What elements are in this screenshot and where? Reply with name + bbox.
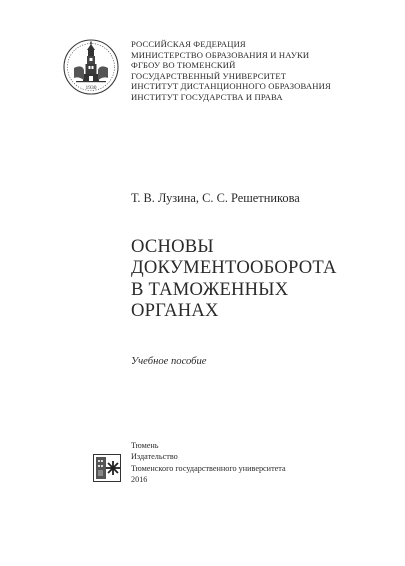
- authors: Т. В. Лузина, С. С. Решетникова: [131, 191, 300, 205]
- org-line-ministry: МИНИСТЕРСТВО ОБРАЗОВАНИЯ И НАУКИ: [131, 49, 310, 60]
- org-line-country: РОССИЙСКАЯ ФЕДЕРАЦИЯ: [131, 39, 246, 49]
- imprint-publisher-name: Тюменского государственного университета: [131, 463, 286, 473]
- title-line: ДОКУМЕНТООБОРОТА: [131, 257, 337, 279]
- university-tower-seal-icon: [62, 38, 120, 96]
- title-line: ОРГАНАХ: [131, 300, 219, 322]
- imprint-city: Тюмень: [131, 441, 159, 450]
- book-subtitle: Учебное пособие: [131, 356, 207, 367]
- publisher-imprint: [131, 440, 391, 486]
- imprint-publisher-label: Издательство: [131, 452, 178, 462]
- org-line-law-institute: ИНСТИТУТ ГОСУДАРСТВА И ПРАВА: [131, 91, 283, 102]
- organization-header: [131, 39, 401, 103]
- title-line: ОСНОВЫ: [131, 236, 214, 257]
- emblem-year: 1930: [85, 85, 97, 91]
- imprint-year: 2016: [131, 475, 148, 485]
- publisher-logo-icon: [93, 454, 121, 482]
- org-line-institution: ФГБОУ ВО ТЮМЕНСКИЙ: [131, 60, 236, 71]
- title-line: В ТАМОЖЕННЫХ: [131, 278, 289, 300]
- org-line-distance-institute: ИНСТИТУТ ДИСТАНЦИОННОГО ОБРАЗОВАНИЯ: [131, 81, 331, 92]
- org-line-university: ГОСУДАРСТВЕННЫЙ УНИВЕРСИТЕТ: [131, 70, 287, 81]
- book-title: [131, 236, 391, 322]
